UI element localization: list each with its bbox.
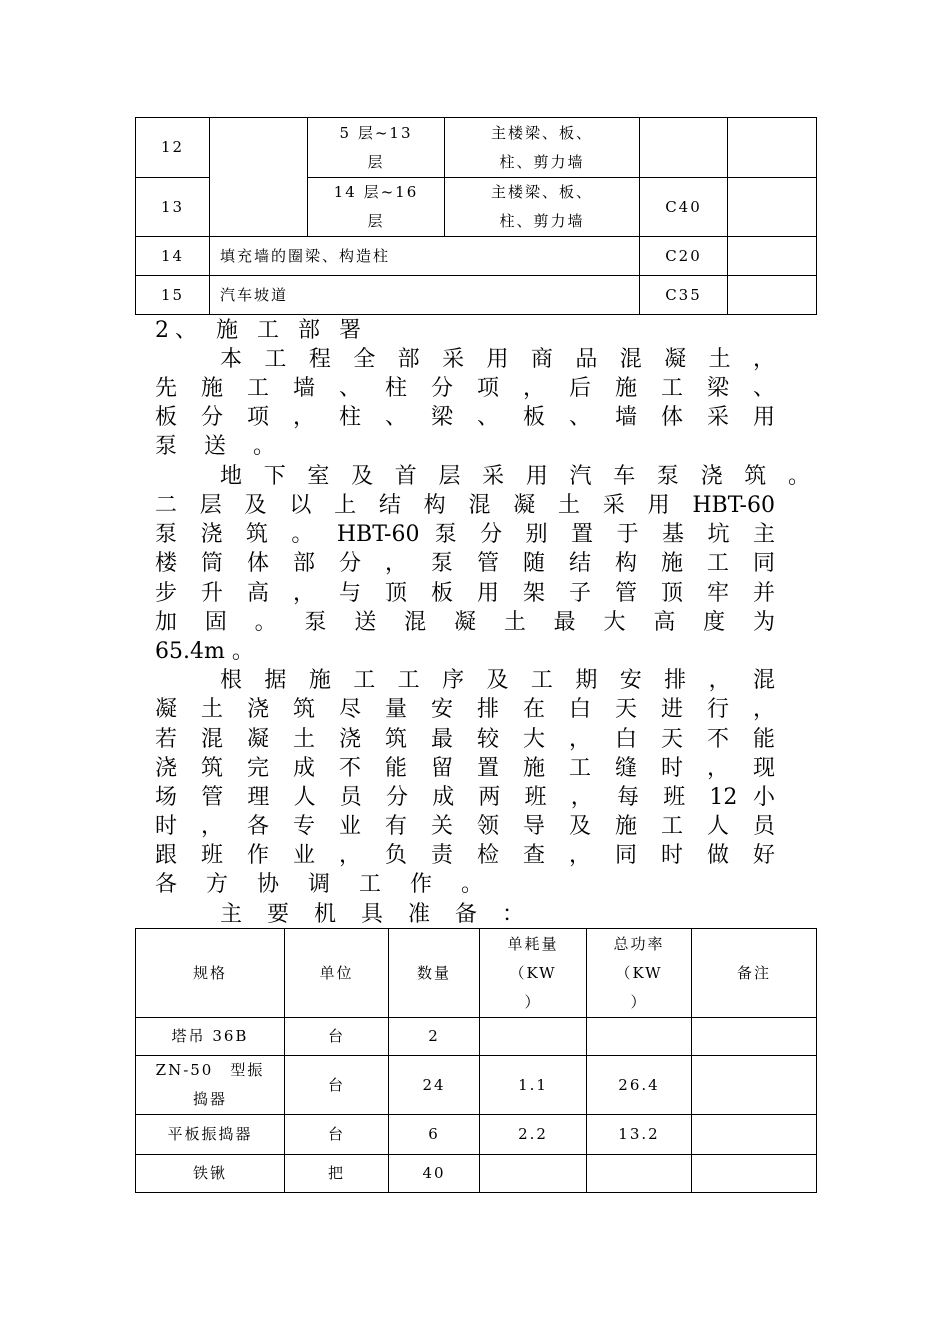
remark-cell <box>692 1018 817 1056</box>
equipment-table <box>135 928 817 1193</box>
table-row <box>136 1056 817 1115</box>
unit-cell: 台 <box>285 1115 389 1155</box>
header-unit-power: 单耗量 （KW ） <box>480 929 587 1018</box>
row-number: 15 <box>136 276 210 315</box>
table-row <box>136 276 817 315</box>
header-qty: 数量 <box>389 929 480 1018</box>
section-heading: 2、 施 工 部 署 <box>155 318 367 343</box>
remark-cell <box>692 1115 817 1155</box>
paragraph-line: 根 据 施 工 工 序 及 工 期 安 排 ， 混 <box>220 668 775 693</box>
unit-cell: 台 <box>285 1056 389 1115</box>
empty-cell <box>728 178 817 237</box>
paragraph-line: 加 固 。 泵 送 混 凝 土 最 大 高 度 为 <box>155 610 775 635</box>
table-row <box>136 118 817 178</box>
row-number: 12 <box>136 118 210 178</box>
total-power-cell <box>587 1018 692 1056</box>
qty-cell: 24 <box>389 1056 480 1115</box>
paragraph-line: 步 升 高 ， 与 顶 板 用 架 子 管 顶 牢 并 <box>155 581 775 606</box>
paragraph-line: 板 分 项 ， 柱 、 梁 、 板 、 墙 体 采 用 <box>155 405 775 430</box>
spec-cell: ZN-50 型振 捣器 <box>136 1056 285 1115</box>
paragraph-line: 本 工 程 全 部 采 用 商 品 混 凝 土 ， <box>220 347 775 372</box>
qty-cell: 6 <box>389 1115 480 1155</box>
spec-cell: 铁锹 <box>136 1155 285 1193</box>
grade-cell <box>640 118 728 178</box>
total-power-cell <box>587 1155 692 1193</box>
unit-power-cell <box>480 1018 587 1056</box>
total-power-cell: 26.4 <box>587 1056 692 1115</box>
header-remark: 备注 <box>692 929 817 1018</box>
part-cell: 填充墙的圈梁、构造柱 <box>210 237 640 276</box>
table-row <box>136 1018 817 1056</box>
paragraph-line: 65.4m 。 <box>155 639 254 664</box>
total-power-cell: 13.2 <box>587 1115 692 1155</box>
concrete-grade-table <box>135 117 817 315</box>
floor-cell: 14 层~16 层 <box>308 178 445 237</box>
paragraph-line: 跟 班 作 业 ， 负 责 检 查 ， 同 时 做 好 <box>155 843 775 868</box>
header-unit: 单位 <box>285 929 389 1018</box>
paragraph-line: 若 混 凝 土 浇 筑 最 较 大 ， 白 天 不 能 <box>155 727 775 752</box>
grade-cell: C35 <box>640 276 728 315</box>
unit-cell: 台 <box>285 1018 389 1056</box>
paragraph-line: 泵 送 。 <box>155 434 285 459</box>
header-spec: 规格 <box>136 929 285 1018</box>
paragraph-line: 场 管 理 人 员 分 成 两 班 ， 每 班 12 小 <box>155 785 776 810</box>
unit-cell: 把 <box>285 1155 389 1193</box>
remark-cell <box>692 1056 817 1115</box>
paragraph-line: 二 层 及 以 上 结 构 混 凝 土 采 用 HBT-60 <box>155 493 775 518</box>
paragraph-line: 先 施 工 墙 、 柱 分 项 ， 后 施 工 梁 、 <box>155 376 775 401</box>
paragraph-line: 地 下 室 及 首 层 采 用 汽 车 泵 浇 筑 。 <box>220 464 810 489</box>
paragraph-line: 时 ， 各 专 业 有 关 领 导 及 施 工 人 员 <box>155 814 775 839</box>
spec-cell: 塔吊 36B <box>136 1018 285 1056</box>
qty-cell: 2 <box>389 1018 480 1056</box>
row-number: 13 <box>136 178 210 237</box>
empty-cell <box>728 276 817 315</box>
qty-cell: 40 <box>389 1155 480 1193</box>
unit-power-cell: 1.1 <box>480 1056 587 1115</box>
table-row <box>136 1115 817 1155</box>
empty-cell <box>210 118 308 237</box>
row-number: 14 <box>136 237 210 276</box>
paragraph-line: 浇 筑 完 成 不 能 留 置 施 工 缝 时 ， 现 <box>155 756 775 781</box>
spec-cell: 平板振捣器 <box>136 1115 285 1155</box>
grade-cell: C40 <box>640 178 728 237</box>
part-cell: 主楼梁、板、 柱、剪力墙 <box>445 118 640 178</box>
table-row <box>136 1155 817 1193</box>
paragraph-line: 楼 筒 体 部 分 ， 泵 管 随 结 构 施 工 同 <box>155 551 775 576</box>
part-cell: 汽车坡道 <box>210 276 640 315</box>
grade-cell: C20 <box>640 237 728 276</box>
table-header-row <box>136 929 817 1018</box>
paragraph-line: 各 方 协 调 工 作 。 <box>155 872 494 897</box>
table-row <box>136 237 817 276</box>
unit-power-cell: 2.2 <box>480 1115 587 1155</box>
floor-cell: 5 层~13 层 <box>308 118 445 178</box>
paragraph-line: 泵 浇 筑 。 HBT-60 泵 分 别 置 于 基 坑 主 <box>155 522 775 547</box>
part-cell: 主楼梁、板、 柱、剪力墙 <box>445 178 640 237</box>
paragraph-line: 凝 土 浇 筑 尽 量 安 排 在 白 天 进 行 ， <box>155 697 775 722</box>
remark-cell <box>692 1155 817 1193</box>
empty-cell <box>728 118 817 178</box>
empty-cell <box>728 237 817 276</box>
equipment-heading: 主 要 机 具 准 备 ： <box>220 902 533 927</box>
unit-power-cell <box>480 1155 587 1193</box>
header-total-power: 总功率 （KW ） <box>587 929 692 1018</box>
